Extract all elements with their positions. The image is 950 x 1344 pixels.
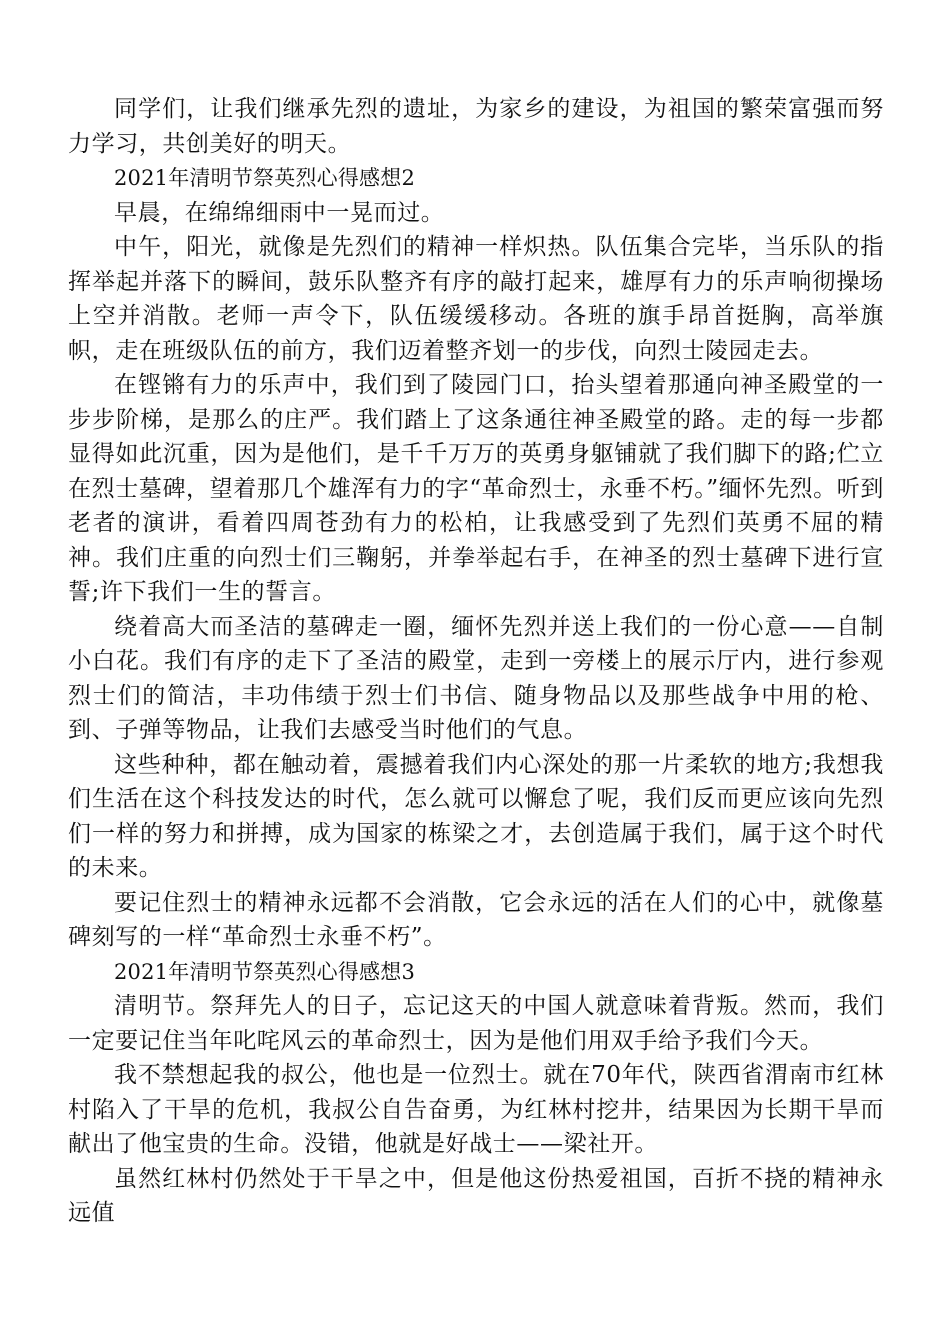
paragraph: 绕着高大而圣洁的墓碑走一圈，缅怀先烈并送上我们的一份心意——自制小白花。我们有序的走下了圣洁的殿堂，走到一旁楼上的展示厅内，进行参观烈士们的简洁，丰功伟绩于烈士们书信、随身物品以及那些战争中用的枪、到、子弹等物品，让我们去感受当时他们的气息。 — [68, 613, 884, 743]
paragraph: 要记住烈士的精神永远都不会消散，它会永远的活在人们的心中，就像墓碑刻写的一样“革命烈士永垂不朽”。 — [68, 889, 884, 950]
document-body — [68, 92, 884, 1231]
paragraph: 这些种种，都在触动着，震撼着我们内心深处的那一片柔软的地方;我想我们生活在这个科技发达的时代，怎么就可以懈怠了呢，我们反而更应该向先烈们一样的努力和拼搏，成为国家的栋梁之才，去创造属于我们，属于这个时代的未来。 — [68, 751, 884, 881]
paragraph: 清明节。祭拜先人的日子，忘记这天的中国人就意味着背叛。然而，我们一定要记住当年叱咤风云的革命烈士，因为是他们用双手给予我们今天。 — [68, 993, 884, 1054]
paragraph: 我不禁想起我的叔公，他也是一位烈士。就在70年代，陕西省渭南市红林村陷入了干旱的危机，我叔公自告奋勇，为红林村挖井，结果因为长期干旱而献出了他宝贵的生命。没错，他就是好战士——梁社开。 — [68, 1062, 884, 1157]
section-heading: 2021年清明节祭英烈心得感想3 — [114, 959, 416, 984]
paragraph: 虽然红林村仍然处于干旱之中，但是他这份热爱祖国，百折不挠的精神永远值 — [68, 1165, 884, 1226]
paragraph: 同学们，让我们继承先烈的遗址，为家乡的建设，为祖国的繁荣富强而努力学习，共创美好的明天。 — [68, 96, 884, 157]
paragraph: 在铿锵有力的乐声中，我们到了陵园门口，抬头望着那通向神圣殿堂的一步步阶梯，是那么的庄严。我们踏上了这条通往神圣殿堂的路。走的每一步都显得如此沉重，因为是他们，是千千万万的英勇身躯铺就了我们脚下的路;伫立在烈士墓碑，望着那几个雄浑有力的字“革命烈士，永垂不朽。”缅怀先烈。听到老者的演讲，看着四周苍劲有力的松柏，让我感受到了先烈们英勇不屈的精神。我们庄重的向烈士们三鞠躬，并拳举起右手，在神圣的烈士墓碑下进行宣誓;许下我们一生的誓言。 — [68, 372, 884, 605]
section-heading: 2021年清明节祭英烈心得感想2 — [114, 166, 416, 190]
paragraph: 早晨，在绵绵细雨中一晃而过。 — [114, 199, 445, 226]
paragraph: 中午，阳光，就像是先烈们的精神一样炽热。队伍集合完毕，当乐队的指挥举起并落下的瞬间，鼓乐队整齐有序的敲打起来，雄厚有力的乐声响彻操场上空并消散。老师一声令下，队伍缓缓移动。各班的旗手昂首挺胸，高举旗帜，走在班级队伍的前方，我们迈着整齐划一的步伐，向烈士陵园走去。 — [68, 234, 884, 364]
